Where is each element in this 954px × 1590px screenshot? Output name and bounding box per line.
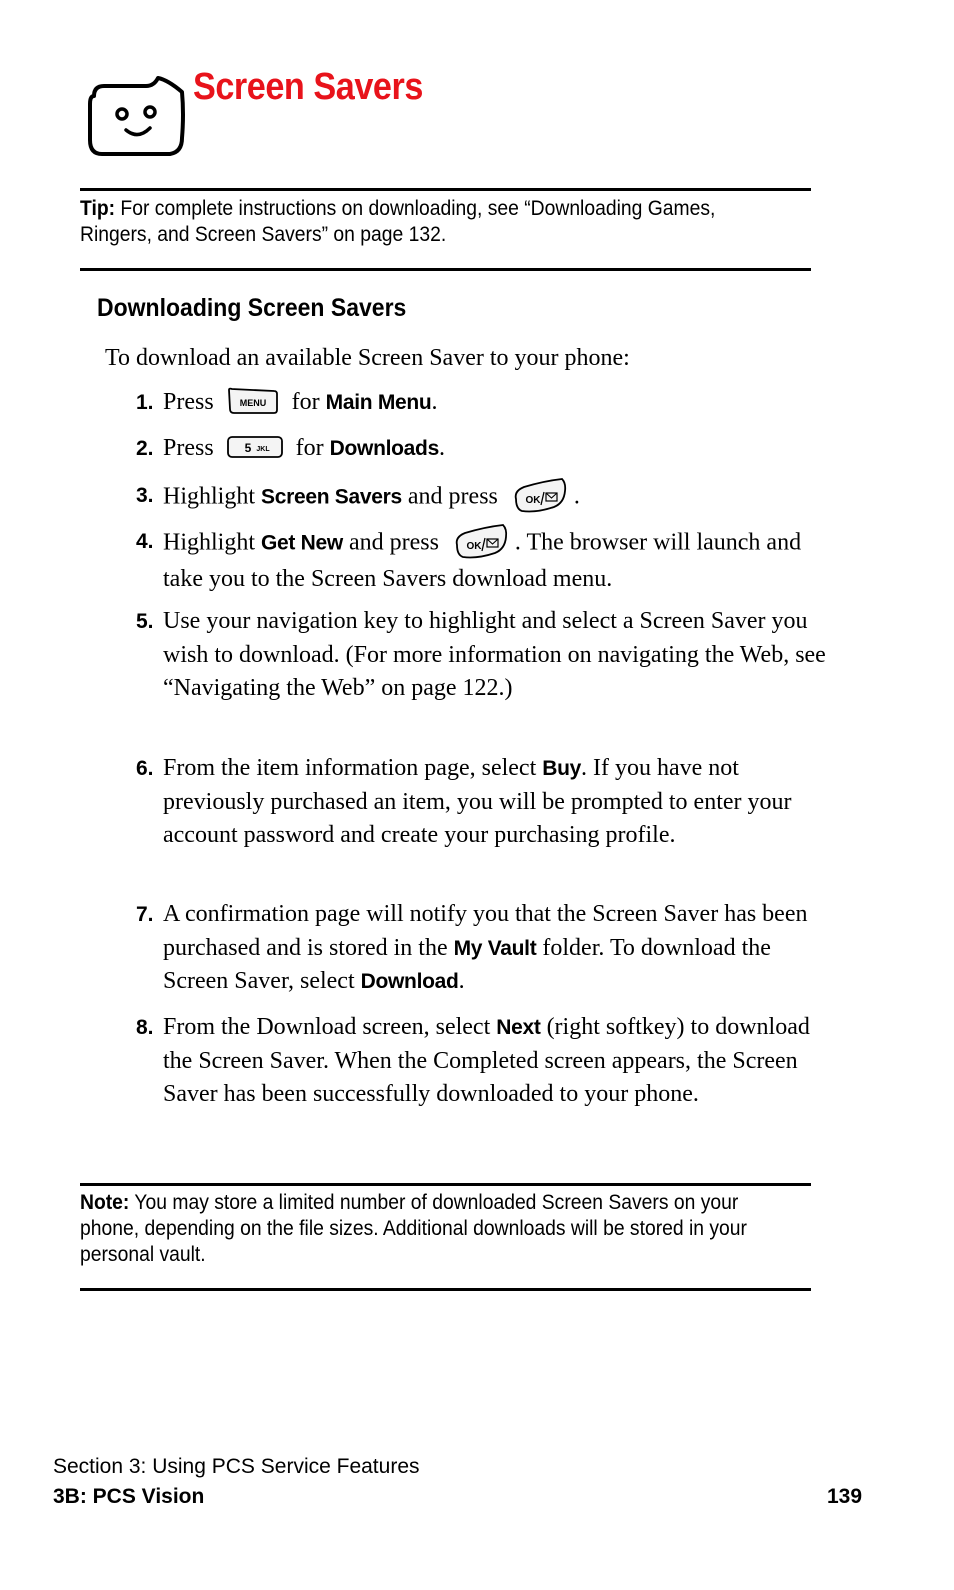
step-1	[136, 386, 826, 420]
step-keyword: Main Menu	[325, 391, 432, 414]
note-label: Note:	[80, 1191, 130, 1214]
step-2	[136, 432, 826, 466]
svg-text:OK: OK	[525, 495, 541, 506]
ok-key-icon	[510, 477, 568, 515]
step-text: . The browser will launch and take you to the Screen Savers download menu.	[163, 529, 802, 592]
tip-label: Tip:	[80, 197, 116, 220]
step-number: 2.	[136, 437, 154, 460]
tip-bottom-rule	[80, 268, 811, 271]
step-text: for	[295, 435, 324, 461]
step-text: for	[291, 389, 320, 415]
step-7	[136, 898, 826, 999]
step-text: Use your navigation key to highlight and select a Screen Saver you wish to download. (For more information on navigating the Web, see “Navigating the Web” on page 122.)	[163, 608, 826, 701]
svg-text:OK: OK	[466, 541, 482, 552]
step-text: .	[573, 483, 580, 510]
step-text: .	[438, 435, 445, 461]
step-number: 3.	[136, 484, 154, 507]
step-number: 8.	[136, 1016, 154, 1039]
menu-key-icon	[226, 386, 280, 416]
note-top-rule	[80, 1183, 811, 1186]
step-text: . If you have not previously purchased an item, you will be prompted to enter your account password and create your purchasing profile.	[163, 755, 792, 848]
footer-chapter: 3B: PCS Vision	[53, 1485, 205, 1508]
step-number: 6.	[136, 757, 154, 780]
step-text: folder. To download the Screen Saver, select	[163, 934, 771, 994]
step-3	[136, 479, 826, 517]
svg-text:JKL: JKL	[256, 446, 270, 454]
ok-key-icon	[451, 523, 509, 561]
five-jkl-key-icon	[226, 434, 284, 460]
step-4	[136, 525, 826, 597]
step-text: Press	[163, 435, 214, 461]
step-6	[136, 752, 826, 853]
step-keyword: Downloads	[329, 437, 439, 460]
note-box	[80, 1190, 779, 1268]
step-text: and press	[348, 529, 439, 556]
step-text: From the item information page, select	[163, 755, 537, 781]
step-number: 1.	[136, 391, 154, 414]
step-text: Press	[163, 389, 214, 415]
step-number: 7.	[136, 903, 154, 926]
step-text: A confirmation page will notify you that the Screen Saver has been purchased and is stored in the	[163, 901, 808, 961]
step-number: 5.	[136, 610, 154, 633]
tip-box	[80, 196, 779, 248]
step-keyword: Get New	[261, 531, 343, 555]
smiley-screen-icon	[86, 74, 186, 160]
step-text: Highlight	[163, 483, 256, 510]
note-text: You may store a limited number of downloaded Screen Savers on your phone, depending on the file sizes. Additional downloads will be stored in your personal vault.	[80, 1191, 747, 1266]
note-bottom-rule	[80, 1288, 811, 1291]
step-number: 4.	[136, 530, 154, 553]
step-8	[136, 1011, 826, 1112]
step-keyword: Screen Savers	[261, 485, 402, 509]
page-number: 139	[827, 1485, 863, 1508]
step-keyword: My Vault	[453, 936, 537, 960]
step-text: and press	[407, 483, 498, 510]
footer-section: Section 3: Using PCS Service Features	[53, 1455, 420, 1478]
tip-top-rule	[80, 188, 811, 191]
step-keyword: Buy	[542, 757, 582, 780]
step-text: .	[458, 968, 465, 994]
step-text: .	[431, 389, 438, 415]
svg-text:5: 5	[244, 441, 252, 456]
step-keyword: Next	[496, 1016, 541, 1039]
step-text: From the Download screen, select	[163, 1014, 491, 1040]
section-heading: Downloading Screen Savers	[97, 294, 407, 322]
tip-text: For complete instructions on downloading, see “Downloading Games, Ringers, and Screen Savers” on page 132.	[80, 197, 716, 246]
step-text: Highlight	[163, 529, 256, 556]
step-keyword: Download	[360, 970, 459, 993]
step-5	[136, 605, 826, 706]
page-title: Screen Savers	[193, 66, 423, 108]
step-text: (right softkey) to download the Screen Saver. When the Completed screen appears, the Screen Saver has been successfully downloaded to your phone.	[163, 1014, 810, 1107]
svg-text:MENU: MENU	[239, 398, 266, 409]
section-intro: To download an available Screen Saver to your phone:	[105, 345, 630, 371]
